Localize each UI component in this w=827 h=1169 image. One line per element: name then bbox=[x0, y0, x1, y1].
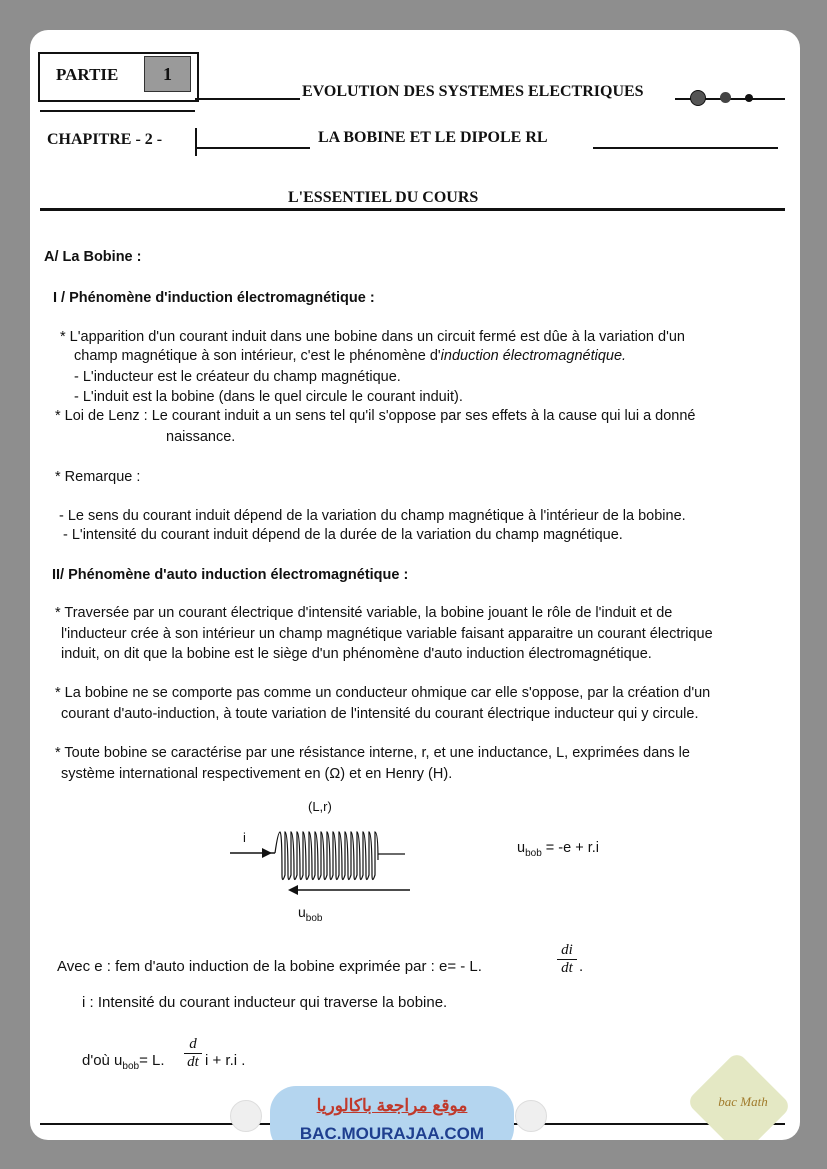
coil-diagram bbox=[230, 820, 410, 900]
voltage-arrow-icon bbox=[288, 885, 298, 895]
bullet-line: - L'inducteur est le créateur du champ magnétique. bbox=[74, 369, 401, 385]
bullet-line: - L'induit est la bobine (dans le quel circule le courant induit). bbox=[74, 389, 463, 405]
book-logo-icon bbox=[515, 1100, 547, 1132]
end-dot: . bbox=[579, 958, 584, 975]
current-arrow-icon bbox=[262, 848, 272, 858]
chapter-label: CHAPITRE - 2 - bbox=[47, 131, 163, 148]
site-badge[interactable] bbox=[270, 1086, 514, 1140]
coil-windings bbox=[275, 832, 405, 880]
lenz-law: * Loi de Lenz : Le courant induit a un sens tel qu'il s'oppose par ses effets à la cause qui lui a donné bbox=[55, 408, 696, 424]
paragraph-line: * L'apparition d'un courant induit dans une bobine dans un circuit fermé est dûe à la variation d'un bbox=[60, 329, 685, 345]
remark-line: - Le sens du courant induit dépend de la variation du champ magnétique à l'intérieur de la bobine. bbox=[59, 508, 686, 524]
math-logo-text: bac Math bbox=[718, 1094, 768, 1109]
bullet-dot-icon bbox=[690, 90, 706, 106]
site-arabic: موقع مراجعة باكالوريا bbox=[316, 1096, 468, 1115]
fraction-d-dt: d dt bbox=[184, 1036, 202, 1071]
paragraph-line: l'inducteur crée à son intérieur un champ magnétique variable faisant apparaitre un courant électrique bbox=[61, 626, 713, 642]
paragraph-line: champ magnétique à son intérieur, c'est le phénomène d'induction électromagnétique. bbox=[74, 348, 627, 364]
bullet-dot-icon bbox=[745, 94, 753, 102]
chapter-title: LA BOBINE ET LE DIPOLE RL bbox=[318, 129, 548, 146]
paragraph-line: induit, on dit que la bobine est le siège d'un phénomène d'auto induction électromagnétique. bbox=[61, 646, 652, 662]
part-number: 1 bbox=[144, 56, 191, 92]
bullet-dot-icon bbox=[720, 92, 731, 103]
voltage-label: $u_{bob}$ bbox=[298, 904, 323, 924]
emf-definition: Avec e : fem d'auto induction de la bobine exprimée par : e= - L. bbox=[57, 958, 482, 975]
remark-title: * Remarque : bbox=[55, 469, 141, 485]
site-url[interactable]: BAC.MOURAJAA.COM bbox=[299, 1124, 485, 1140]
voltage-equation-tail: i + r.i . bbox=[205, 1052, 246, 1069]
lenz-law-cont: naissance. bbox=[166, 429, 236, 445]
part-box bbox=[38, 52, 199, 102]
current-definition: i : Intensité du courant inducteur qui traverse la bobine. bbox=[82, 994, 448, 1011]
remark-line: - L'intensité du courant induit dépend de la durée de la variation du champ magnétique. bbox=[63, 527, 623, 543]
coil-label: (L,r) bbox=[308, 799, 332, 814]
fraction-di-dt: di dt bbox=[557, 942, 577, 977]
section-1-title: I / Phénomène d'induction électromagnétique : bbox=[53, 290, 375, 306]
paragraph-line: * La bobine ne se comporte pas comme un conducteur ohmique car elle s'oppose, par la création d'un bbox=[55, 685, 711, 701]
current-label: i bbox=[243, 830, 246, 845]
section-a-title: A/ La Bobine : bbox=[44, 249, 142, 265]
section-2-title: II/ Phénomène d'auto induction électromagnétique : bbox=[52, 567, 409, 583]
paragraph-line: courant d'auto-induction, à toute variation de l'intensité du courant électrique inducteur qui y circule. bbox=[61, 706, 699, 722]
section-title: L'ESSENTIEL DU COURS bbox=[288, 189, 479, 206]
voltage-equation: d'où $u_{bob}= L$. bbox=[82, 1052, 165, 1072]
part-label: PARTIE bbox=[56, 65, 119, 84]
paragraph-line: * Toute bobine se caractérise par une résistance interne, r, et une inductance, L, exprimées dans le bbox=[55, 745, 690, 761]
voltage-formula: $u_{bob} = -e + r.i$ bbox=[517, 840, 599, 859]
part-title: EVOLUTION DES SYSTEMES ELECTRIQUES bbox=[302, 83, 644, 100]
document-page bbox=[30, 30, 800, 1140]
paragraph-line: système international respectivement en (Ω) et en Henry (H). bbox=[61, 766, 453, 782]
book-logo-icon bbox=[230, 1100, 262, 1132]
paragraph-line: * Traversée par un courant électrique d'intensité variable, la bobine jouant le rôle de l'induit et de bbox=[55, 605, 673, 621]
